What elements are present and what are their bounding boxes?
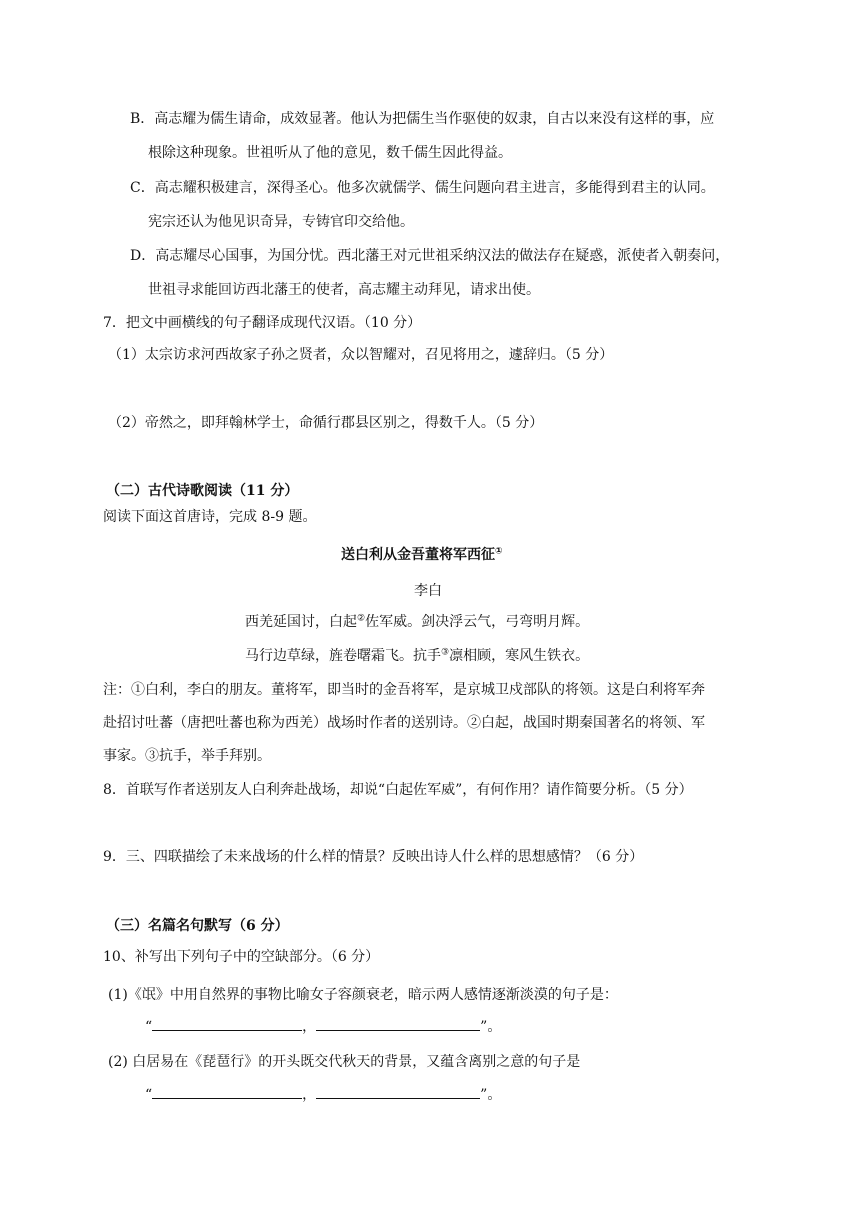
answer-blank[interactable]: [316, 1016, 480, 1031]
open-quote: “: [145, 1019, 153, 1035]
close-quote: ”。: [480, 1087, 502, 1103]
poem-note-line2: 赴招讨吐蕃（唐把吐蕃也称为西羌）战场时作者的送别诗。②白起，战国时期秦国著名的将领、军: [103, 715, 705, 731]
poem-line2-part-b: 凛相顾，寒风生铁衣。: [449, 648, 590, 664]
poem-line2-note-marker: ③: [441, 647, 450, 658]
option-c-line2: 宪宗还认为他见识奇异，专铸官印交给他。: [148, 214, 414, 230]
poem-line1-part-b: 佐军威。剑决浮云气，弓弯明月辉。: [365, 614, 590, 630]
section2-intro: 阅读下面这首唐诗，完成 8-9 题。: [103, 509, 317, 525]
open-quote: “: [145, 1087, 153, 1103]
poem-author: 李白: [414, 583, 442, 599]
section2-heading: （二）古代诗歌阅读（11 分）: [106, 483, 299, 499]
q10-sub1-answer: [145, 1016, 501, 1037]
q8: 8．首联写作者送别友人白利奔赴战场，却说“白起佐军威”，有何作用？请作简要分析。（5 分）: [103, 782, 693, 798]
q10-sub1: (1)《氓》中用自然界的事物比喻女子容颜衰老，暗示两人感情逐渐淡漠的句子是：: [108, 987, 618, 1003]
close-quote: ”。: [480, 1019, 502, 1035]
poem-line1: [245, 612, 589, 632]
section3-heading: （三）名篇名句默写（6 分）: [106, 918, 289, 934]
poem-note-line1: 注：①白利，李白的朋友。董将军，即当时的金吾将军，是京城卫戍部队的将领。这是白利将军奔: [103, 682, 705, 698]
answer-blank[interactable]: [316, 1084, 480, 1099]
poem-title: [341, 545, 503, 565]
option-b-line1: B．高志耀为儒生请命，成效显著。他认为把儒生当作驱使的奴隶，自古以来没有这样的事，应: [130, 111, 715, 127]
q7-sub1: （1）太宗访求河西故家子孙之贤者，众以智耀对，召见将用之，遽辞归。（5 分）: [108, 347, 614, 363]
q10-sub2-answer: [145, 1084, 501, 1105]
poem-line2-part-a: 马行边草绿，旌卷曙霜飞。抗手: [245, 648, 441, 664]
q10-sub2: (2) 白居易在《琵琶行》的开头既交代秋天的背景，又蕴含离别之意的句子是: [108, 1054, 581, 1070]
q7-title: 7．把文中画横线的句子翻译成现代汉语。（10 分）: [103, 315, 422, 331]
poem-title-text: 送白利从金吾董将军西征: [341, 547, 495, 563]
option-d-line2: 世祖寻求能回访西北藩王的使者，高志耀主动拜见，请求出使。: [148, 282, 540, 298]
poem-line2: [245, 646, 589, 666]
q10: 10、补写出下列句子中的空缺部分。（6 分）: [103, 949, 380, 965]
option-c-line1: C．高志耀积极建言，深得圣心。他多次就儒学、儒生问题向君主进言，多能得到君主的认同。: [130, 180, 715, 196]
option-d-line1: D．高志耀尽心国事，为国分忧。西北藩王对元世祖采纳汉法的做法存在疑惑，派使者入朝奏问，: [130, 248, 730, 264]
answer-blank[interactable]: [152, 1016, 302, 1031]
answer-blank[interactable]: [152, 1084, 302, 1099]
comma: ，: [302, 1087, 317, 1103]
q9: 9．三、四联描绘了未来战场的什么样的情景？反映出诗人什么样的思想感情？（6 分）: [103, 849, 644, 865]
poem-title-note-marker: ①: [495, 546, 503, 557]
comma: ，: [302, 1019, 317, 1035]
poem-line1-note-marker: ②: [357, 613, 366, 624]
poem-line1-part-a: 西羌延国讨，白起: [245, 614, 357, 630]
option-b-line2: 根除这种现象。世祖听从了他的意见，数千儒生因此得益。: [148, 145, 512, 161]
q7-sub2: （2）帝然之，即拜翰林学士，命循行郡县区别之，得数千人。（5 分）: [108, 415, 544, 431]
poem-note-line3: 事家。③抗手，举手拜别。: [103, 748, 271, 764]
